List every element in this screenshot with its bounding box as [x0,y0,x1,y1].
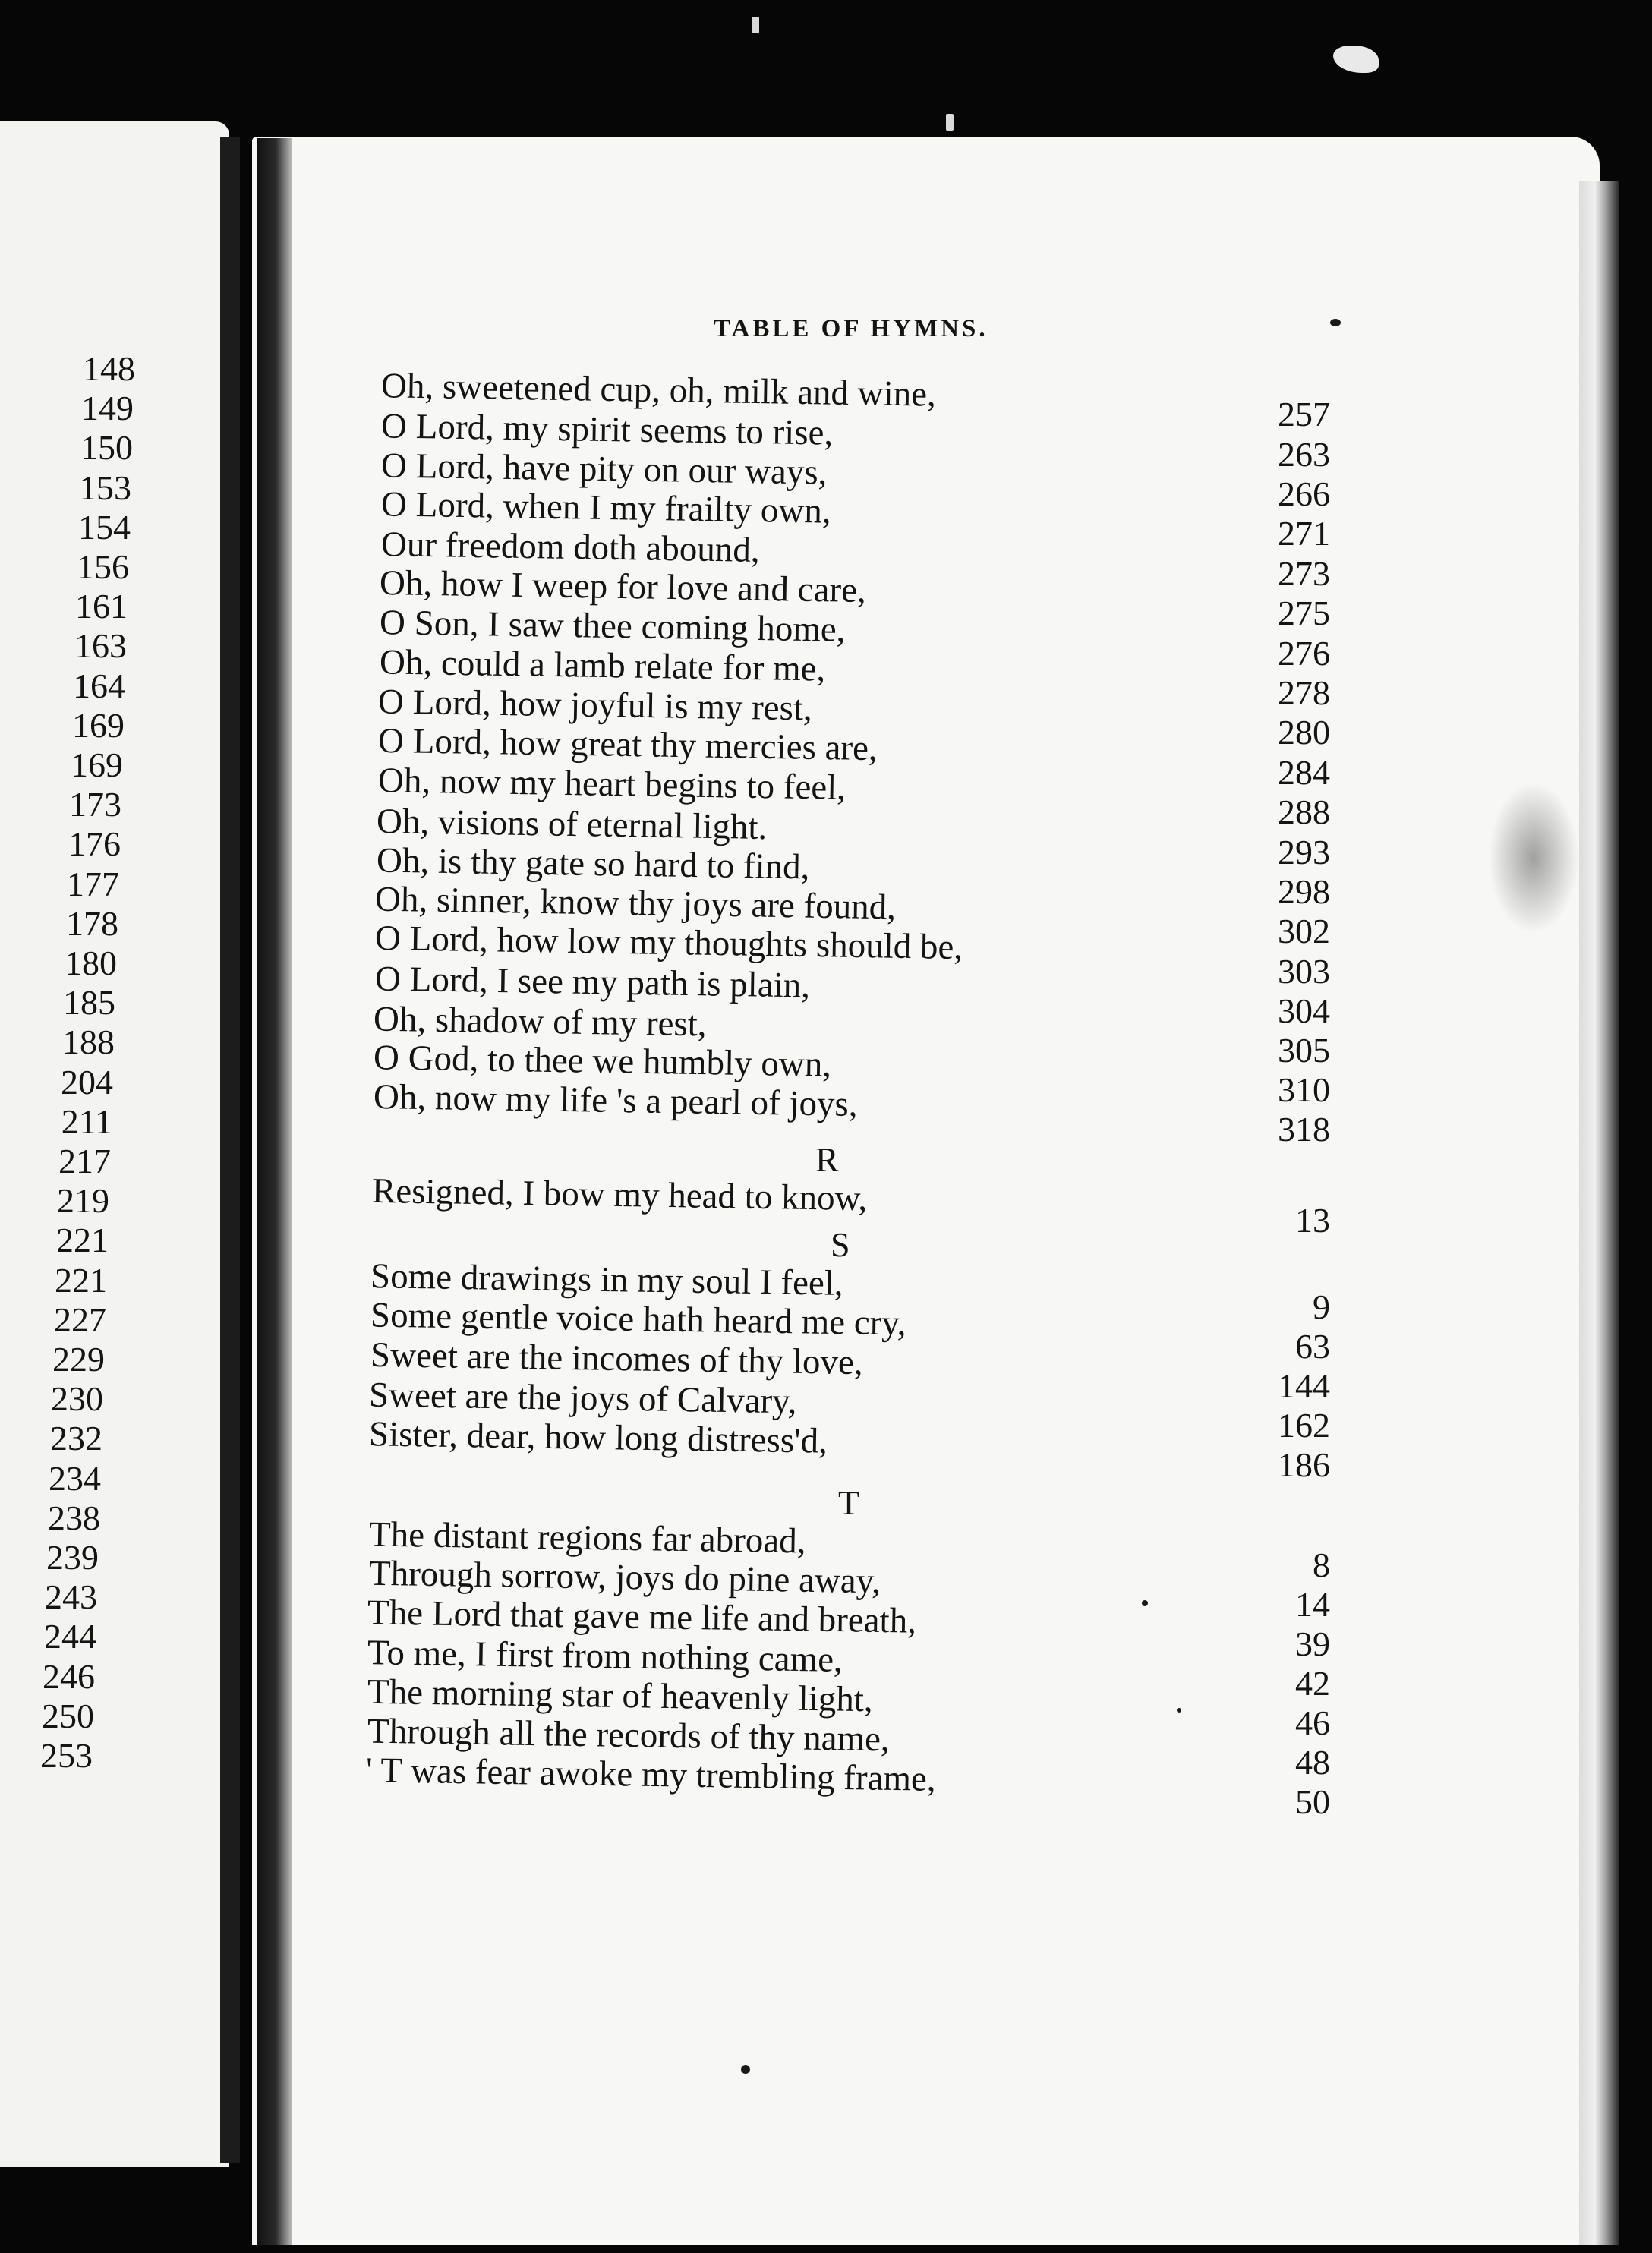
left-page-number: 204 [61,1062,113,1101]
hymn-page-number: 257 [1278,395,1330,433]
hymn-first-line: The Lord that gave me life and breath, [367,1593,917,1641]
left-page-number: 169 [72,705,125,745]
section-letter-t: T [838,1483,860,1522]
hymn-page-number: 50 [1295,1782,1330,1821]
ink-speck [741,2065,750,2074]
left-page-number: 221 [56,1221,109,1260]
left-page-number: 154 [78,507,131,547]
hymn-first-line: Oh, now my heart begins to feel, [377,761,846,808]
hymn-first-line: O God, to thee we humbly own, [373,1038,832,1085]
hymn-page-number: 303 [1278,952,1330,991]
hymn-page-number: 278 [1278,673,1330,712]
hymn-page-number: 13 [1295,1201,1330,1240]
left-page-number: 176 [68,824,121,864]
hymn-first-line: Oh, is thy gate so hard to find, [376,840,810,887]
hymn-first-line: Through sorrow, joys do pine away, [368,1553,881,1602]
hymn-first-line: Sweet are the incomes of thy love, [370,1334,864,1383]
left-page-number: 163 [74,626,127,666]
hymn-page-number: 63 [1295,1327,1330,1366]
section-letter-r: R [815,1140,839,1179]
hymn-first-line: Oh, visions of eternal light. [376,801,768,848]
left-page-number: 229 [52,1340,105,1379]
hymn-first-line: Oh, sweetened cup, oh, milk and wine, [380,366,937,414]
left-page-number: 178 [66,903,118,943]
hymn-page-number: 310 [1278,1070,1330,1109]
hymn-first-line: To me, I first from nothing came, [367,1633,843,1680]
hymn-first-line: Through all the records of thy name, [367,1711,891,1760]
hymn-page-number: 284 [1278,753,1330,792]
left-page-number: 211 [61,1101,112,1141]
hymn-first-line: Oh, shadow of my rest, [373,999,707,1045]
hymn-first-line: O Lord, my spirit seems to rise, [380,406,834,453]
hymn-page-number: 263 [1278,435,1330,474]
page-stain [1488,782,1579,934]
hymn-first-line: O Lord, how low my thoughts should be, [374,918,963,968]
hymn-page-number: 305 [1278,1031,1330,1070]
left-page-number: 244 [44,1617,96,1656]
hymn-page-number: 48 [1295,1743,1330,1782]
hymn-first-line: Some drawings in my soul I feel, [370,1256,844,1303]
hymn-first-line: Some gentle voice hath heard me cry, [370,1295,906,1344]
left-page-number: 246 [43,1656,95,1696]
left-page-number: 227 [54,1300,106,1339]
hymn-page-number: 275 [1278,594,1330,632]
hymn-page-number: 144 [1278,1366,1330,1405]
gutter-shadow [257,138,292,2245]
hymn-page-number: 42 [1295,1664,1330,1703]
left-page-number: 185 [63,983,115,1023]
hymn-first-line: O Lord, how joyful is my rest, [377,682,813,729]
left-page-number: 243 [45,1577,97,1617]
hymn-page-number: 46 [1295,1703,1330,1742]
left-page-number: 149 [81,389,134,428]
scan-artifact [1333,46,1379,73]
hymn-page-number: 293 [1278,833,1330,871]
hymn-first-line: O Lord, how great thy mercies are, [377,720,878,769]
hymn-first-line: Sister, dear, how long distress'd, [368,1414,828,1461]
hymn-first-line: The distant regions far abroad, [368,1514,806,1561]
left-page-number: 234 [49,1458,101,1498]
hymn-page-number: 186 [1278,1445,1330,1484]
left-page-number: 150 [80,428,133,468]
left-page-number: 250 [42,1696,94,1735]
hymn-first-line: Oh, sinner, know thy joys are found, [374,879,897,928]
hymn-page-number: 280 [1278,713,1330,752]
hymn-first-line: The morning star of heavenly light, [367,1672,874,1720]
section-letter-s: S [831,1225,850,1264]
hymn-page-number: 9 [1313,1287,1330,1326]
ink-speck [1142,1600,1148,1606]
left-page-number: 217 [58,1142,111,1180]
hymn-first-line: Sweet are the joys of Calvary, [368,1375,797,1422]
left-page-number: 188 [62,1023,115,1062]
hymn-first-line: Resigned, I bow my head to know, [371,1171,868,1219]
hymn-page-number: 298 [1278,872,1330,911]
left-page-number: 148 [83,349,135,388]
hymn-page-number: 302 [1278,912,1330,950]
hymn-page-number: 276 [1278,634,1330,673]
hymn-page-number: 266 [1278,474,1330,513]
left-page-number: 161 [75,587,128,626]
page-edge-right [1579,181,1619,2245]
hymn-first-line: ' T was fear awoke my trembling frame, [365,1750,937,1799]
hymn-page-number: 273 [1278,554,1330,593]
ink-speck [1330,319,1341,326]
left-page-number: 221 [55,1260,107,1300]
hymn-page-number: 318 [1278,1110,1330,1149]
ink-speck [1177,1708,1181,1713]
hymn-page-number: 288 [1278,792,1330,831]
left-page-number: 173 [69,785,121,824]
left-page-number: 153 [79,468,131,507]
hymn-page-number: 304 [1278,991,1330,1030]
hymn-first-line: Oh, now my life 's a pearl of joys, [373,1076,858,1125]
hymn-page-number: 271 [1278,514,1330,553]
scan-artifact [946,114,954,131]
hymn-page-number: 39 [1295,1624,1330,1663]
left-page-number: 238 [48,1498,100,1537]
scan-artifact [752,17,759,33]
left-page-edge [220,137,240,2163]
left-page-number: 253 [40,1736,93,1775]
hymn-first-line: O Lord, have pity on our ways, [380,446,828,493]
left-page-number: 180 [65,944,117,982]
hymn-first-line: O Lord, when I my frailty own, [380,484,831,531]
hymn-page-number: 162 [1278,1406,1330,1445]
hymn-first-line: O Lord, I see my path is plain, [374,959,811,1006]
hymn-first-line: Our freedom doth abound, [380,525,760,570]
left-page-number: 239 [46,1538,99,1577]
left-page-number: 169 [71,745,123,784]
hymn-first-line: Oh, how I weep for love and care, [379,562,867,611]
hymn-page-number: 14 [1295,1585,1330,1624]
left-page [0,121,229,2167]
left-page-number: 177 [67,864,119,903]
hymn-first-line: Oh, could a lamb relate for me, [379,642,826,689]
page-title: TABLE OF HYMNS. [714,315,988,342]
left-page-number: 230 [51,1379,103,1419]
left-page-number: 232 [50,1419,102,1458]
left-page-number: 164 [73,666,125,705]
left-page-number: 156 [77,547,129,586]
left-page-number: 219 [57,1181,109,1221]
hymn-first-line: O Son, I saw thee coming home, [379,603,846,650]
hymn-page-number: 8 [1313,1546,1330,1584]
